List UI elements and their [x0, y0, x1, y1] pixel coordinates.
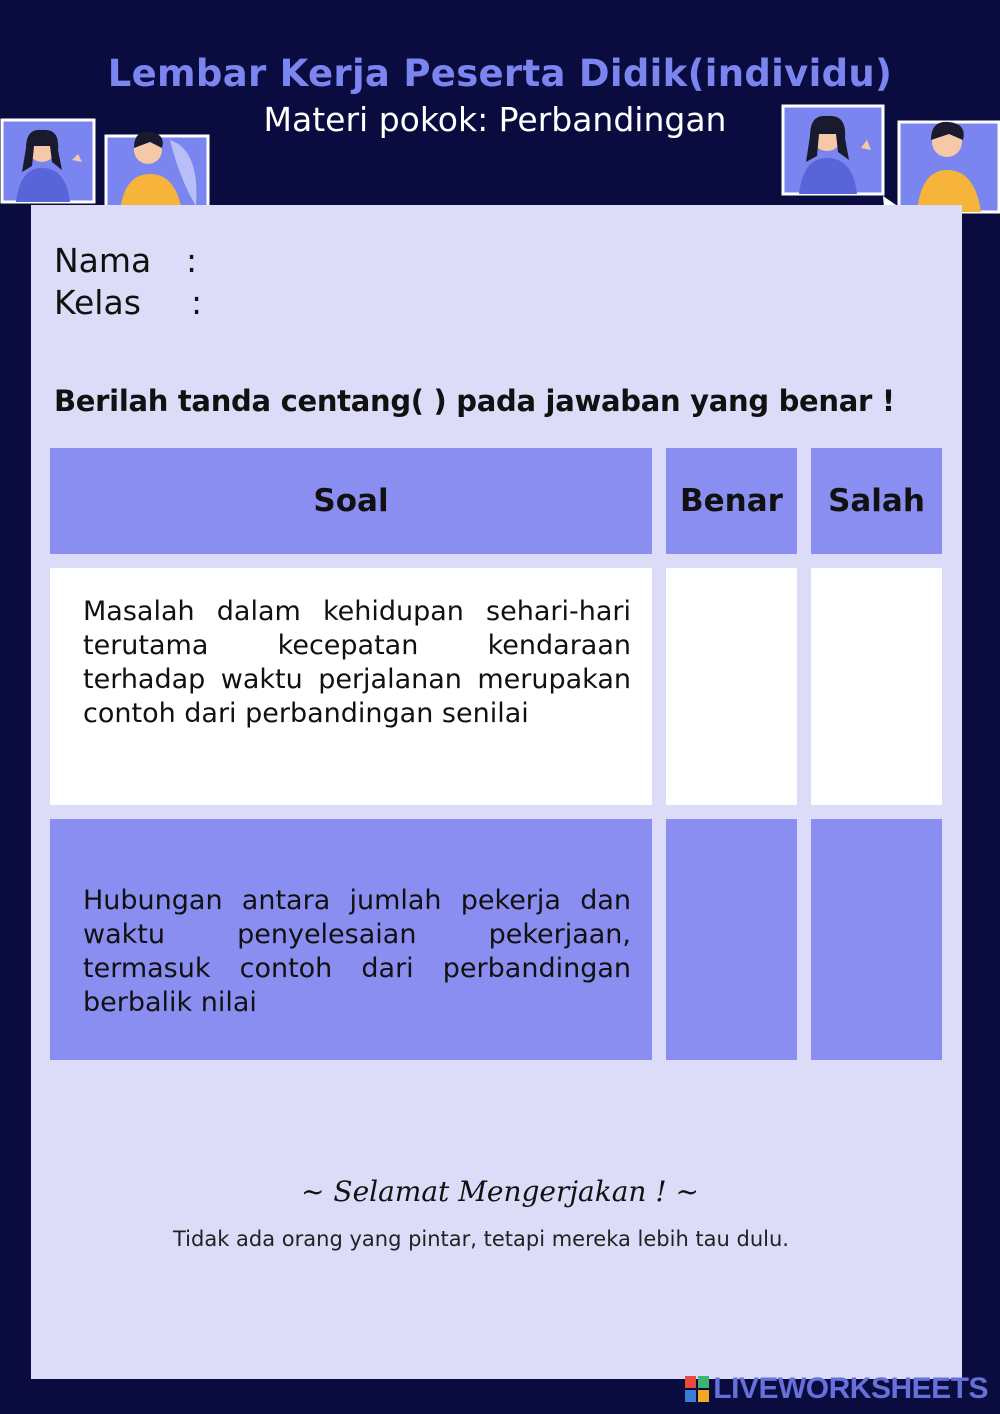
header-salah: Salah: [811, 448, 942, 554]
header-benar: Benar: [666, 448, 797, 554]
answer-salah-2[interactable]: [811, 819, 942, 1060]
question-cell-2: [50, 819, 652, 1060]
video-call-illustration-left: [0, 110, 215, 215]
header-soal: Soal: [50, 448, 652, 554]
class-label: Kelas: [54, 283, 141, 322]
answer-benar-2[interactable]: [666, 819, 797, 1060]
answer-benar-1[interactable]: [666, 568, 797, 805]
class-field[interactable]: [54, 283, 203, 322]
liveworksheets-watermark: [685, 1372, 988, 1406]
liveworksheets-logo-icon: [685, 1376, 709, 1402]
question-text-1: Masalah dalam kehidupan sehari-hari terutama kecepatan kendaraan terhadap waktu perjalanan merupakan contoh dari perbandingan senilai: [83, 596, 631, 729]
video-call-illustration-right: [775, 100, 1000, 218]
answer-salah-1[interactable]: [811, 568, 942, 805]
question-cell-1: [50, 568, 652, 805]
class-colon: :: [191, 283, 203, 322]
worksheet-subtitle: Materi pokok: Perbandingan: [263, 100, 727, 139]
question-text-2: Hubungan antara jumlah pekerja dan waktu penyelesaian pekerjaan, termasuk contoh dari perbandingan berbalik nilai: [83, 885, 631, 1018]
name-label: Nama: [54, 241, 152, 280]
closing-signature: ~ Selamat Mengerjakan ! ~: [301, 1175, 699, 1208]
worksheet-title: Lembar Kerja Peserta Didik(individu): [107, 52, 893, 95]
name-field[interactable]: [54, 241, 198, 280]
motivation-quote: Tidak ada orang yang pintar, tetapi mereka lebih tau dulu.: [173, 1227, 789, 1251]
watermark-text: LIVEWORKSHEETS: [713, 1372, 988, 1405]
instruction-text: Berilah tanda centang( ) pada jawaban yang benar !: [54, 384, 895, 418]
name-colon: :: [186, 241, 198, 280]
